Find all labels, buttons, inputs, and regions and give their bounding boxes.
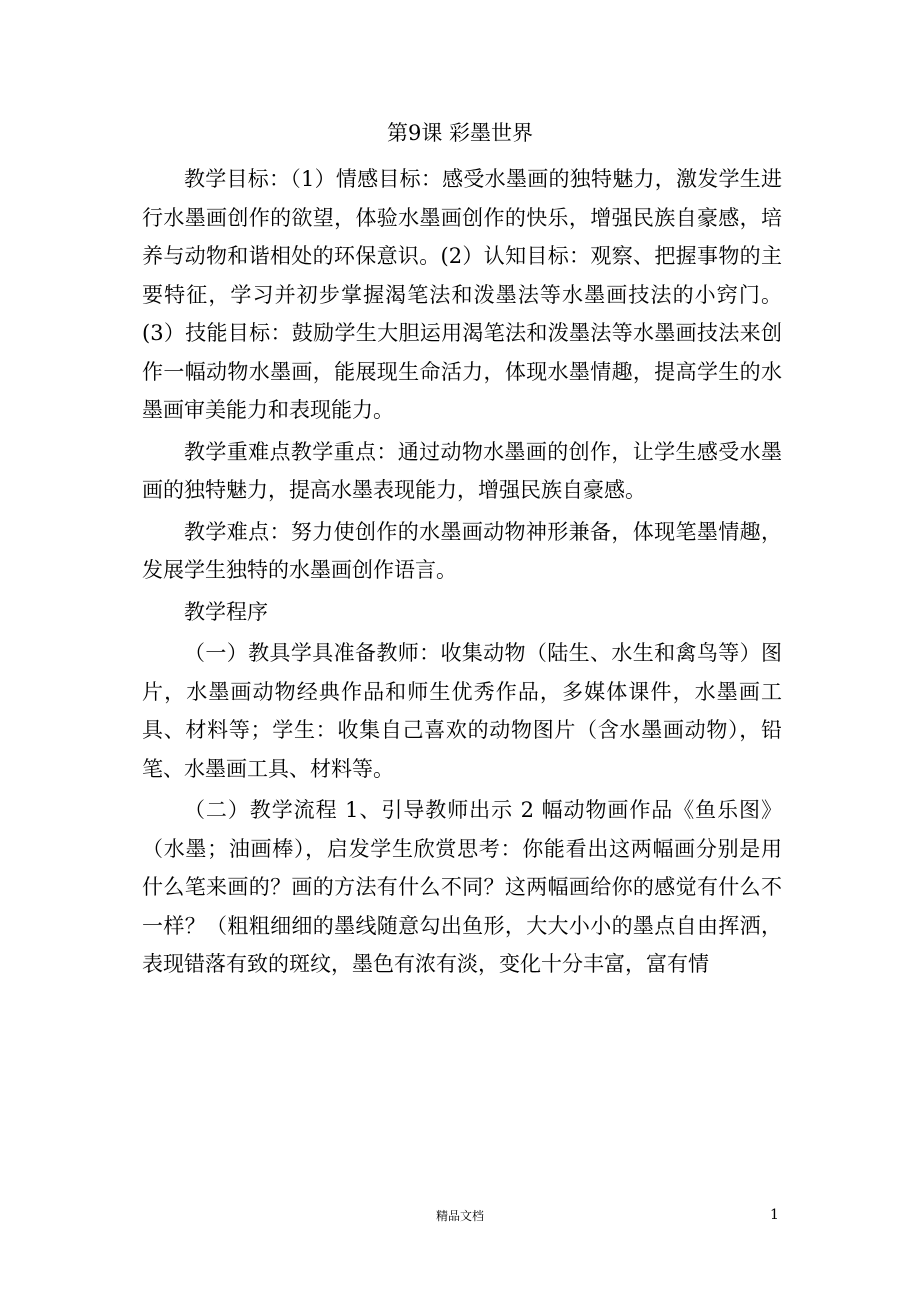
paragraph-preparation: （一）教具学具准备教师：收集动物（陆生、水生和禽鸟等）图片，水墨画动物经典作品和师生优秀作品，多媒体课件，水墨画工具、材料等；学生：收集自己喜欢的动物图片（含水墨画动物），铅笔、水墨画工具、材料等。	[142, 641, 782, 781]
page-title: 第9课 彩墨世界	[386, 121, 534, 145]
paragraph-procedure-heading: 教学程序	[184, 599, 268, 624]
paragraph-objectives: 教学目标：（1）情感目标：感受水墨画的独特魅力，激发学生进行水墨画创作的欲望，体验水墨画创作的快乐，增强民族自豪感，培养与动物和谐相处的环保意识。(2）认知目标：观察、把握事物的主要特征，学习并初步掌握渴笔法和泼墨法等水墨画技法的小窍门。(3）技能目标：鼓励学生大胆运用渴笔法和泼墨法等水墨画技法来创作一幅动物水墨画，能展现生命活力，体现水墨情趣，提高学生的水墨画审美能力和表现能力。	[142, 167, 782, 422]
paragraph-process: （二）教学流程 1、引导教师出示 2 幅动物画作品《鱼乐图》（水墨；油画棒），启发学生欣赏思考：你能看出这两幅画分别是用什么笔来画的？画的方法有什么不同？这两幅画给你的感觉有什么不一样？（粗粗细细的墨线随意勾出鱼形，大大小小的墨点自由挥洒，表现错落有致的斑纹，墨色有浓有淡，变化十分丰富，富有情	[142, 798, 782, 976]
footer-text: 精品文档	[435, 1209, 484, 1223]
document-body	[142, 160, 782, 987]
page-number: 1	[770, 1207, 779, 1223]
paragraph-difficulties: 教学难点：努力使创作的水墨画动物神形兼备，体现笔墨情趣，发展学生独特的水墨画创作语言。	[142, 519, 782, 582]
paragraph-key-points: 教学重难点教学重点：通过动物水墨画的创作，让学生感受水墨画的独特魅力，提高水墨表现能力，增强民族自豪感。	[142, 439, 782, 502]
